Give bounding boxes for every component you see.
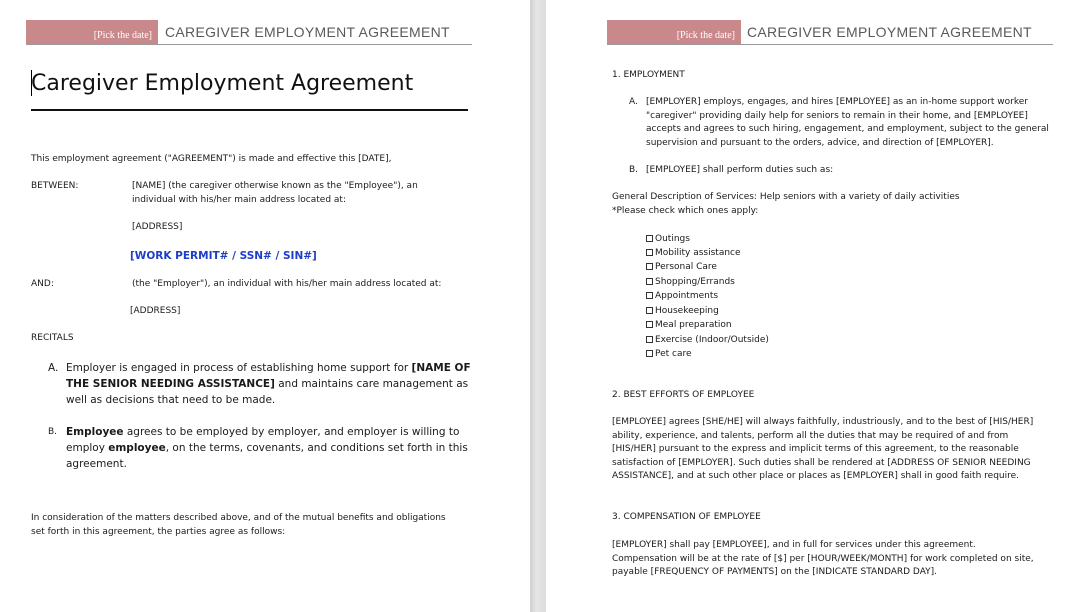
- between-text-line2[interactable]: individual with his/her main address located at:: [132, 195, 346, 205]
- work-permit-field[interactable]: [WORK PERMIT# / SSN# / SIN#]: [130, 250, 317, 262]
- consideration-line2[interactable]: set forth in this agreement, the parties agree as follows:: [31, 527, 286, 537]
- and-label: AND:: [31, 279, 54, 289]
- section-2-line5[interactable]: ASSISTANCE], and at such other place or places as [EMPLOYER] shall in good faith require.: [612, 471, 1020, 481]
- header-rule: [607, 44, 1053, 45]
- checkbox-icon[interactable]: [646, 278, 653, 285]
- header-title: CAREGIVER EMPLOYMENT AGREEMENT: [747, 24, 1032, 40]
- consideration-line1[interactable]: In consideration of the matters described above, and of the mutual benefits and obligations: [31, 513, 446, 523]
- section-2-line4[interactable]: satisfaction of [EMPLOYER]. Such duties shall be rendered at [ADDRESS OF SENIOR NEEDING: [612, 458, 1031, 468]
- section-1-heading[interactable]: 1. EMPLOYMENT: [612, 70, 685, 80]
- checklist-item[interactable]: Shopping/Errands: [646, 276, 735, 290]
- checklist-item[interactable]: Meal preparation: [646, 319, 732, 333]
- date-placeholder[interactable]: [Pick the date]: [676, 30, 735, 41]
- section-3-heading[interactable]: 3. COMPENSATION OF EMPLOYEE: [612, 512, 761, 522]
- recital-a-line3[interactable]: well as decisions that need to be made.: [66, 394, 276, 406]
- date-placeholder[interactable]: [Pick the date]: [93, 30, 152, 41]
- between-label: BETWEEN:: [31, 181, 79, 191]
- recital-b-line1[interactable]: Employee agrees to be employed by employer, and employer is willing to: [66, 426, 460, 438]
- page-header: [607, 20, 1053, 45]
- title-rule: [31, 109, 468, 111]
- employer-address[interactable]: [ADDRESS]: [130, 306, 181, 316]
- checklist-item[interactable]: Housekeeping: [646, 305, 719, 319]
- checklist-item[interactable]: Outings: [646, 233, 690, 247]
- section-3-line1[interactable]: [EMPLOYER] shall pay [EMPLOYEE], and in full for services under this agreement.: [612, 540, 976, 550]
- checkbox-icon[interactable]: [646, 249, 653, 256]
- employee-address[interactable]: [ADDRESS]: [132, 222, 183, 232]
- document-page-2: [546, 0, 1082, 612]
- section-1a-line3[interactable]: accepts and agrees to such hiring, engagement, and employment, subject to the general: [646, 124, 1049, 134]
- header-title: CAREGIVER EMPLOYMENT AGREEMENT: [165, 24, 450, 40]
- section-1b-text[interactable]: [EMPLOYEE] shall perform duties such as:: [646, 165, 834, 175]
- services-description[interactable]: General Description of Services: Help seniors with a variety of daily activities: [612, 192, 960, 202]
- section-3-line3[interactable]: payable [FREQUENCY OF PAYMENTS] on the [INDICATE STANDARD DAY].: [612, 567, 938, 577]
- section-2-line1[interactable]: [EMPLOYEE] agrees [SHE/HE] will always faithfully, industriously, and to the best of [HIS/HER]: [612, 417, 1034, 427]
- date-picker-field[interactable]: [26, 20, 158, 45]
- intro-paragraph[interactable]: This employment agreement ("AGREEMENT") is made and effective this [DATE],: [31, 154, 392, 164]
- header-rule: [26, 44, 472, 45]
- checklist-item[interactable]: Exercise (Indoor/Outside): [646, 334, 769, 348]
- section-1a-line4[interactable]: supervision and pursuant to the orders, advice, and direction of [EMPLOYER].: [646, 138, 994, 148]
- employer-text[interactable]: (the "Employer"), an individual with his/her main address located at:: [132, 279, 442, 289]
- checkbox-icon[interactable]: [646, 336, 653, 343]
- checklist-item[interactable]: Appointments: [646, 290, 718, 304]
- checkbox-icon[interactable]: [646, 321, 653, 328]
- checkbox-icon[interactable]: [646, 307, 653, 314]
- between-text-line1[interactable]: [NAME] (the caregiver otherwise known as the "Employee"), an: [132, 181, 418, 191]
- checkbox-icon[interactable]: [646, 235, 653, 242]
- page-gutter: [530, 0, 546, 612]
- document-page-1: [0, 0, 530, 612]
- section-1a-line2[interactable]: "caregiver" providing daily help for seniors to remain in their home, and [EMPLOYEE]: [646, 111, 1028, 121]
- checkbox-icon[interactable]: [646, 350, 653, 357]
- recitals-heading: RECITALS: [31, 333, 74, 343]
- section-2-line2[interactable]: ability, experience, and talents, perform all the duties that may be required of and from: [612, 431, 1009, 441]
- checkbox-icon[interactable]: [646, 263, 653, 270]
- recital-b-line3[interactable]: agreement.: [66, 458, 127, 470]
- checklist-item[interactable]: Personal Care: [646, 261, 717, 275]
- checkbox-icon[interactable]: [646, 292, 653, 299]
- recital-a-line2[interactable]: THE SENIOR NEEDING ASSISTANCE] and maintains care management as: [66, 378, 469, 390]
- recital-b-line2[interactable]: employ employee, on the terms, covenants, and conditions set forth in this: [66, 442, 468, 454]
- section-3-line2[interactable]: Compensation will be at the rate of [$] per [HOUR/WEEK/MONTH] for work completed on site,: [612, 554, 1034, 564]
- date-picker-field[interactable]: [607, 20, 741, 45]
- section-1a-marker: A.: [629, 97, 638, 107]
- checklist-item[interactable]: Mobility assistance: [646, 247, 741, 261]
- recital-a-line1[interactable]: Employer is engaged in process of establishing home support for [NAME OF: [66, 362, 471, 374]
- recital-a-marker: A.: [48, 362, 59, 374]
- section-1b-marker: B.: [629, 165, 639, 175]
- check-note[interactable]: *Please check which ones apply:: [612, 206, 759, 216]
- section-1a-line1[interactable]: [EMPLOYER] employs, engages, and hires [EMPLOYEE] as an in-home support worker: [646, 97, 1028, 107]
- section-2-heading[interactable]: 2. BEST EFFORTS OF EMPLOYEE: [612, 390, 755, 400]
- document-title[interactable]: Caregiver Employment Agreement: [31, 71, 414, 96]
- checklist-item[interactable]: Pet care: [646, 348, 692, 362]
- page-header: [26, 20, 472, 45]
- recital-b-marker: B.: [48, 427, 58, 437]
- section-2-line3[interactable]: [HIS/HER] pursuant to the express and implicit terms of this agreement, to the reasonable: [612, 444, 1019, 454]
